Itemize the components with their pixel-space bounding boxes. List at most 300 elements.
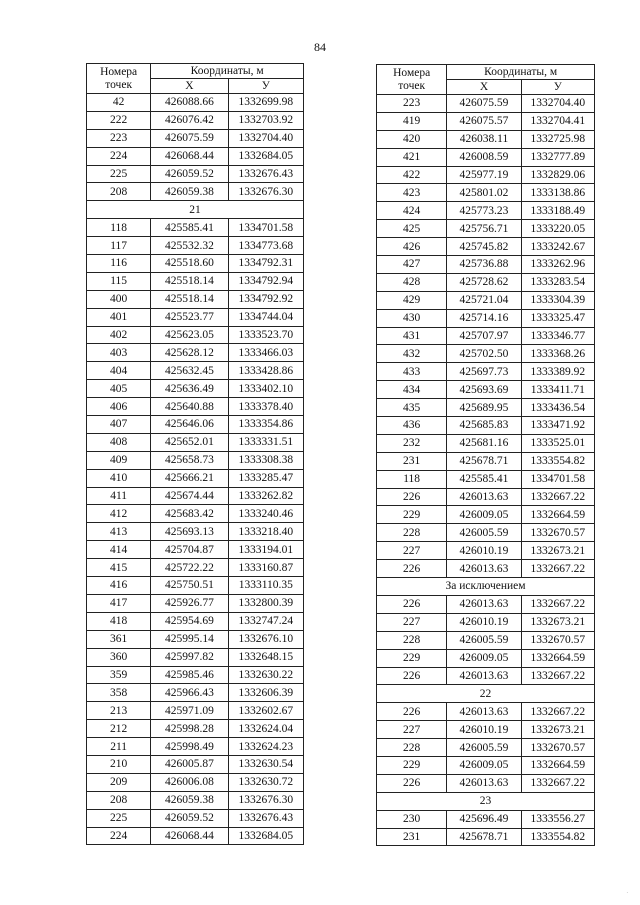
table-row [377, 452, 595, 470]
y-coordinate-cell: 1333471.92 [521, 417, 594, 435]
y-coordinate-cell: 1332676.43 [228, 809, 303, 827]
x-coordinate-cell: 426075.59 [447, 95, 521, 113]
point-number-cell: 409 [87, 451, 151, 469]
y-coordinate-cell: 1333402.10 [228, 380, 303, 398]
point-number-cell: 209 [87, 773, 151, 791]
table-row [87, 648, 304, 666]
point-number-cell: 213 [87, 702, 151, 720]
y-coordinate-cell: 1332667.22 [521, 595, 594, 613]
y-coordinate-cell: 1332648.15 [228, 648, 303, 666]
point-number-cell: 222 [87, 111, 151, 129]
y-coordinate-cell: 1332667.22 [521, 774, 594, 792]
table-row [377, 739, 595, 757]
y-coordinate-cell: 1334792.94 [228, 272, 303, 290]
point-number-cell: 115 [87, 272, 151, 290]
y-coordinate-cell: 1333262.82 [228, 487, 303, 505]
table-row [87, 702, 304, 720]
x-coordinate-cell: 425995.14 [151, 630, 228, 648]
point-number-cell: 231 [377, 452, 447, 470]
table-row [377, 774, 595, 792]
x-coordinate-cell: 425756.71 [447, 220, 521, 238]
x-coordinate-cell: 425702.50 [447, 345, 521, 363]
table-row [87, 272, 304, 290]
coordinates-table-right [376, 64, 595, 846]
x-coordinate-cell: 426005.59 [447, 631, 521, 649]
point-number-cell: 226 [377, 774, 447, 792]
y-coordinate-cell: 1332667.22 [521, 488, 594, 506]
table-row [87, 290, 304, 308]
table-row [87, 165, 304, 183]
table-row [87, 147, 304, 165]
coords-header: Координаты, м [151, 64, 304, 79]
x-coordinate-cell: 425736.88 [447, 256, 521, 274]
table-row [87, 344, 304, 362]
y-coordinate-cell: 1332606.39 [228, 684, 303, 702]
point-number-cell: 226 [377, 703, 447, 721]
x-coordinate-cell: 425646.06 [151, 416, 228, 434]
table-row [87, 183, 304, 201]
point-number-cell: 226 [377, 595, 447, 613]
table-row [377, 95, 595, 113]
y-coordinate-cell: 1333466.03 [228, 344, 303, 362]
point-number-cell: 411 [87, 487, 151, 505]
y-coordinate-cell: 1333220.05 [521, 220, 594, 238]
table-row [87, 237, 304, 255]
point-number-cell: 225 [87, 809, 151, 827]
y-coordinate-cell: 1333411.71 [521, 381, 594, 399]
y-coordinate-cell: 1332667.22 [521, 560, 594, 578]
y-coordinate-cell: 1332684.05 [228, 147, 303, 165]
y-coordinate-cell: 1332703.92 [228, 111, 303, 129]
x-coordinate-cell: 425926.77 [151, 594, 228, 612]
table-row [87, 577, 304, 595]
x-coordinate-cell: 425728.62 [447, 273, 521, 291]
table-row [377, 613, 595, 631]
y-coordinate-cell: 1332673.21 [521, 613, 594, 631]
y-coordinate-cell: 1333354.86 [228, 416, 303, 434]
x-coordinate-cell: 426013.63 [447, 488, 521, 506]
y-coordinate-cell: 1334701.58 [521, 470, 594, 488]
point-number-cell: 420 [377, 130, 447, 148]
y-coordinate-cell: 1332664.59 [521, 756, 594, 774]
x-coordinate-cell: 425518.14 [151, 290, 228, 308]
points-header-line1: Номера [393, 66, 431, 79]
y-coordinate-cell: 1332676.30 [228, 791, 303, 809]
y-coordinate-cell: 1333331.51 [228, 433, 303, 451]
x-coordinate-cell: 425666.21 [151, 469, 228, 487]
x-coordinate-cell: 425721.04 [447, 291, 521, 309]
x-coordinate-cell: 425689.95 [447, 399, 521, 417]
points-header [87, 64, 151, 94]
x-coordinate-cell: 425585.41 [151, 219, 228, 237]
x-coordinate-cell: 425722.22 [151, 559, 228, 577]
points-header-line2: точек [398, 79, 426, 92]
y-coordinate-cell: 1334701.58 [228, 219, 303, 237]
point-number-cell: 400 [87, 290, 151, 308]
table-row [377, 506, 595, 524]
table-row [87, 523, 304, 541]
y-coordinate-cell: 1333160.87 [228, 559, 303, 577]
table-row [87, 791, 304, 809]
y-coordinate-cell: 1332684.05 [228, 827, 303, 845]
table-row [377, 595, 595, 613]
x-coordinate-cell: 425623.05 [151, 326, 228, 344]
x-coordinate-cell: 425658.73 [151, 451, 228, 469]
x-header: X [151, 79, 228, 94]
y-coordinate-cell: 1333554.82 [521, 452, 594, 470]
section-label: За исключением [377, 578, 595, 596]
x-coordinate-cell: 426013.63 [447, 774, 521, 792]
x-coordinate-cell: 425704.87 [151, 541, 228, 559]
table-row [87, 559, 304, 577]
x-coordinate-cell: 425693.13 [151, 523, 228, 541]
page-number: 84 [314, 40, 326, 54]
point-number-cell: 224 [87, 147, 151, 165]
x-coordinate-cell: 426059.52 [151, 809, 228, 827]
table-row [377, 220, 595, 238]
y-header: У [521, 80, 594, 95]
table-row [377, 256, 595, 274]
x-coordinate-cell: 425518.14 [151, 272, 228, 290]
point-number-cell: 413 [87, 523, 151, 541]
table-row [87, 773, 304, 791]
table-row [377, 184, 595, 202]
corner-mark: . [626, 889, 628, 895]
point-number-cell: 430 [377, 309, 447, 327]
x-coordinate-cell: 426009.05 [447, 756, 521, 774]
x-coordinate-cell: 425523.77 [151, 308, 228, 326]
y-coordinate-cell: 1332630.54 [228, 755, 303, 773]
y-coordinate-cell: 1333218.40 [228, 523, 303, 541]
table-row [377, 273, 595, 291]
y-coordinate-cell: 1333188.49 [521, 202, 594, 220]
x-coordinate-cell: 426005.59 [447, 739, 521, 757]
table-row [87, 666, 304, 684]
x-coordinate-cell: 425685.83 [447, 417, 521, 435]
table-row [377, 417, 595, 435]
y-coordinate-cell: 1332777.89 [521, 148, 594, 166]
point-number-cell: 425 [377, 220, 447, 238]
point-number-cell: 229 [377, 756, 447, 774]
x-coordinate-cell: 426059.52 [151, 165, 228, 183]
x-coordinate-cell: 425628.12 [151, 344, 228, 362]
point-number-cell: 232 [377, 434, 447, 452]
y-coordinate-cell: 1333554.82 [521, 828, 594, 846]
section-row [377, 685, 595, 703]
x-coordinate-cell: 426075.59 [151, 129, 228, 147]
table-row [377, 667, 595, 685]
table-row [377, 488, 595, 506]
point-number-cell: 210 [87, 755, 151, 773]
table-row [87, 505, 304, 523]
y-coordinate-cell: 1332630.72 [228, 773, 303, 791]
point-number-cell: 358 [87, 684, 151, 702]
point-number-cell: 361 [87, 630, 151, 648]
y-coordinate-cell: 1332704.40 [228, 129, 303, 147]
x-coordinate-cell: 425697.73 [447, 363, 521, 381]
point-number-cell: 412 [87, 505, 151, 523]
y-coordinate-cell: 1333378.40 [228, 398, 303, 416]
x-coordinate-cell: 426010.19 [447, 542, 521, 560]
y-coordinate-cell: 1333110.35 [228, 577, 303, 595]
table-row [87, 594, 304, 612]
x-coordinate-cell: 426013.63 [447, 560, 521, 578]
x-coordinate-cell: 425518.60 [151, 255, 228, 273]
y-coordinate-cell: 1333523.70 [228, 326, 303, 344]
point-number-cell: 434 [377, 381, 447, 399]
x-coordinate-cell: 425532.32 [151, 237, 228, 255]
y-coordinate-cell: 1332800.39 [228, 594, 303, 612]
point-number-cell: 424 [377, 202, 447, 220]
table-row [377, 345, 595, 363]
x-coordinate-cell: 425678.71 [447, 452, 521, 470]
y-coordinate-cell: 1332624.04 [228, 720, 303, 738]
table-row [87, 111, 304, 129]
table-row [87, 684, 304, 702]
x-coordinate-cell: 425678.71 [447, 828, 521, 846]
x-coordinate-cell: 425636.49 [151, 380, 228, 398]
points-header-line1: Номера [100, 65, 138, 78]
y-coordinate-cell: 1332630.22 [228, 666, 303, 684]
x-coordinate-cell: 426059.38 [151, 183, 228, 201]
point-number-cell: 231 [377, 828, 447, 846]
x-coordinate-cell: 425674.44 [151, 487, 228, 505]
point-number-cell: 407 [87, 416, 151, 434]
table-row [87, 433, 304, 451]
x-coordinate-cell: 426009.05 [447, 506, 521, 524]
coords-header: Координаты, м [447, 65, 595, 80]
section-label: 23 [377, 792, 595, 810]
x-coordinate-cell: 425683.42 [151, 505, 228, 523]
point-number-cell: 228 [377, 631, 447, 649]
point-number-cell: 405 [87, 380, 151, 398]
point-number-cell: 408 [87, 433, 151, 451]
section-label: 22 [377, 685, 595, 703]
y-coordinate-cell: 1333242.67 [521, 238, 594, 256]
point-number-cell: 359 [87, 666, 151, 684]
table-row [377, 828, 595, 846]
table-row [87, 94, 304, 112]
point-number-cell: 432 [377, 345, 447, 363]
x-coordinate-cell: 425998.28 [151, 720, 228, 738]
point-number-cell: 118 [377, 470, 447, 488]
y-coordinate-cell: 1332602.67 [228, 702, 303, 720]
x-coordinate-cell: 425632.45 [151, 362, 228, 380]
y-coordinate-cell: 1333138.86 [521, 184, 594, 202]
y-coordinate-cell: 1333240.46 [228, 505, 303, 523]
point-number-cell: 229 [377, 649, 447, 667]
y-coordinate-cell: 1332670.57 [521, 524, 594, 542]
table-row [377, 721, 595, 739]
x-coordinate-cell: 425954.69 [151, 612, 228, 630]
x-coordinate-cell: 425971.09 [151, 702, 228, 720]
y-coordinate-cell: 1332676.10 [228, 630, 303, 648]
x-coordinate-cell: 426009.05 [447, 649, 521, 667]
x-coordinate-cell: 426008.59 [447, 148, 521, 166]
x-coordinate-cell: 425696.49 [447, 810, 521, 828]
y-coordinate-cell: 1333304.39 [521, 291, 594, 309]
points-header [377, 65, 447, 95]
x-coordinate-cell: 425640.88 [151, 398, 228, 416]
point-number-cell: 227 [377, 542, 447, 560]
point-number-cell: 227 [377, 613, 447, 631]
section-label: 21 [87, 201, 304, 219]
y-coordinate-cell: 1332829.06 [521, 166, 594, 184]
table-row [377, 130, 595, 148]
point-number-cell: 410 [87, 469, 151, 487]
point-number-cell: 418 [87, 612, 151, 630]
table-row [87, 809, 304, 827]
point-number-cell: 228 [377, 739, 447, 757]
point-number-cell: 42 [87, 94, 151, 112]
y-coordinate-cell: 1334744.04 [228, 308, 303, 326]
table-row [87, 612, 304, 630]
table-row [87, 129, 304, 147]
y-coordinate-cell: 1332670.57 [521, 631, 594, 649]
y-coordinate-cell: 1333525.01 [521, 434, 594, 452]
table-row [87, 541, 304, 559]
point-number-cell: 360 [87, 648, 151, 666]
table-row [377, 363, 595, 381]
point-number-cell: 414 [87, 541, 151, 559]
x-coordinate-cell: 426005.87 [151, 755, 228, 773]
x-coordinate-cell: 425801.02 [447, 184, 521, 202]
table-row [377, 810, 595, 828]
point-number-cell: 422 [377, 166, 447, 184]
y-coordinate-cell: 1332704.41 [521, 112, 594, 130]
table-row [377, 434, 595, 452]
point-number-cell: 223 [87, 129, 151, 147]
x-coordinate-cell: 426076.42 [151, 111, 228, 129]
table-row [377, 238, 595, 256]
y-coordinate-cell: 1334773.68 [228, 237, 303, 255]
point-number-cell: 208 [87, 183, 151, 201]
point-number-cell: 421 [377, 148, 447, 166]
table-row [87, 362, 304, 380]
y-coordinate-cell: 1333262.96 [521, 256, 594, 274]
point-number-cell: 226 [377, 488, 447, 506]
y-coordinate-cell: 1332673.21 [521, 542, 594, 560]
x-coordinate-cell: 426010.19 [447, 613, 521, 631]
point-number-cell: 227 [377, 721, 447, 739]
point-number-cell: 401 [87, 308, 151, 326]
point-number-cell: 225 [87, 165, 151, 183]
point-number-cell: 426 [377, 238, 447, 256]
point-number-cell: 230 [377, 810, 447, 828]
table-row [377, 542, 595, 560]
table-row [87, 738, 304, 756]
x-coordinate-cell: 425745.82 [447, 238, 521, 256]
table-row [377, 470, 595, 488]
table-row [377, 309, 595, 327]
y-coordinate-cell: 1332670.57 [521, 739, 594, 757]
table-row [377, 166, 595, 184]
point-number-cell: 433 [377, 363, 447, 381]
table-row [377, 649, 595, 667]
point-number-cell: 404 [87, 362, 151, 380]
y-coordinate-cell: 1332704.40 [521, 95, 594, 113]
point-number-cell: 116 [87, 255, 151, 273]
table-row [377, 524, 595, 542]
table-row [87, 398, 304, 416]
x-coordinate-cell: 426013.63 [447, 595, 521, 613]
point-number-cell: 406 [87, 398, 151, 416]
points-header-line2: точек [105, 78, 133, 91]
y-coordinate-cell: 1333556.27 [521, 810, 594, 828]
x-coordinate-cell: 426075.57 [447, 112, 521, 130]
y-coordinate-cell: 1333194.01 [228, 541, 303, 559]
table-row [377, 291, 595, 309]
x-coordinate-cell: 425714.16 [447, 309, 521, 327]
point-number-cell: 208 [87, 791, 151, 809]
x-coordinate-cell: 426013.63 [447, 667, 521, 685]
point-number-cell: 212 [87, 720, 151, 738]
x-coordinate-cell: 425998.49 [151, 738, 228, 756]
table-row [377, 202, 595, 220]
point-number-cell: 416 [87, 577, 151, 595]
point-number-cell: 224 [87, 827, 151, 845]
x-coordinate-cell: 425773.23 [447, 202, 521, 220]
y-coordinate-cell: 1332747.24 [228, 612, 303, 630]
point-number-cell: 223 [377, 95, 447, 113]
x-coordinate-cell: 426006.08 [151, 773, 228, 791]
point-number-cell: 117 [87, 237, 151, 255]
section-row [377, 792, 595, 810]
section-row [87, 201, 304, 219]
y-coordinate-cell: 1332624.23 [228, 738, 303, 756]
point-number-cell: 435 [377, 399, 447, 417]
y-coordinate-cell: 1333428.86 [228, 362, 303, 380]
table-row [87, 219, 304, 237]
table-row [87, 827, 304, 845]
x-coordinate-cell: 426059.38 [151, 791, 228, 809]
x-coordinate-cell: 425985.46 [151, 666, 228, 684]
point-number-cell: 436 [377, 417, 447, 435]
header-row [377, 65, 595, 80]
y-coordinate-cell: 1333285.47 [228, 469, 303, 487]
x-coordinate-cell: 425966.43 [151, 684, 228, 702]
table-row [87, 720, 304, 738]
y-coordinate-cell: 1333308.38 [228, 451, 303, 469]
left-table-body [87, 94, 304, 845]
coordinates-table-left [86, 63, 304, 845]
table-row [87, 326, 304, 344]
y-coordinate-cell: 1333368.26 [521, 345, 594, 363]
point-number-cell: 423 [377, 184, 447, 202]
point-number-cell: 229 [377, 506, 447, 524]
table-row [377, 631, 595, 649]
y-coordinate-cell: 1332673.21 [521, 721, 594, 739]
point-number-cell: 415 [87, 559, 151, 577]
y-coordinate-cell: 1332676.43 [228, 165, 303, 183]
point-number-cell: 226 [377, 667, 447, 685]
y-coordinate-cell: 1332699.98 [228, 94, 303, 112]
x-coordinate-cell: 426013.63 [447, 703, 521, 721]
table-row [377, 756, 595, 774]
y-coordinate-cell: 1332676.30 [228, 183, 303, 201]
table-row [377, 399, 595, 417]
y-coordinate-cell: 1332667.22 [521, 703, 594, 721]
point-number-cell: 431 [377, 327, 447, 345]
y-coordinate-cell: 1332667.22 [521, 667, 594, 685]
table-row [87, 308, 304, 326]
point-number-cell: 417 [87, 594, 151, 612]
x-coordinate-cell: 426038.11 [447, 130, 521, 148]
section-row [377, 578, 595, 596]
x-header: X [447, 80, 521, 95]
y-coordinate-cell: 1334792.92 [228, 290, 303, 308]
x-coordinate-cell: 425652.01 [151, 433, 228, 451]
